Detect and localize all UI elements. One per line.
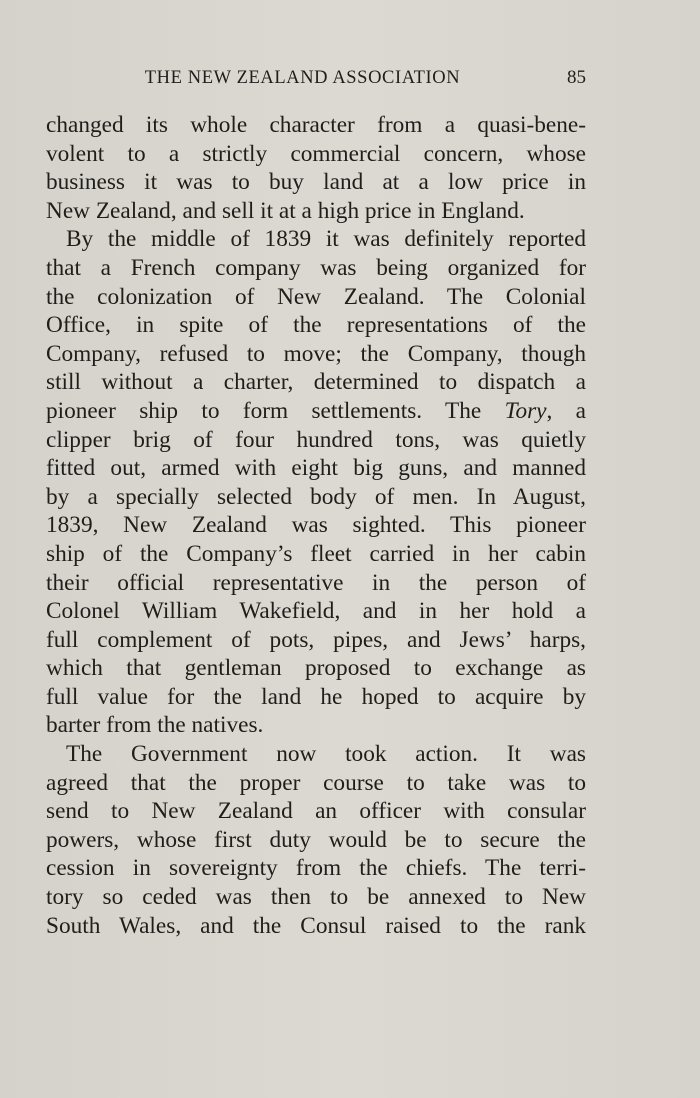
page-number: 85 [567, 67, 586, 88]
text-line-start: pioneer ship to form settlements. The [46, 397, 482, 424]
text-line: business it was to buy land at a low price in [46, 169, 586, 196]
text-line: The Government now took action. It was [66, 741, 586, 768]
running-head [46, 64, 586, 92]
body-text [46, 111, 586, 940]
text-line: the colonization of New Zealand. The Colonial [46, 283, 586, 310]
text-line-end: , a [546, 397, 586, 424]
text-line: their official representative in the person of [46, 569, 586, 596]
running-title: THE NEW ZEALAND ASSOCIATION [144, 68, 461, 88]
ship-name: Tory [504, 397, 547, 424]
text-line: By the middle of 1839 it was definitely reported [66, 226, 586, 253]
text-line: full value for the land he hoped to acquire by [46, 683, 586, 710]
text-line: Colonel William Wakefield, and in her hold a [46, 598, 586, 625]
text-line: send to New Zealand an officer with consular [46, 798, 586, 825]
text-line: that a French company was being organized for [46, 254, 586, 281]
text-line-with-ship-name [46, 397, 586, 426]
text-line: powers, whose first duty would be to secure the [46, 826, 586, 853]
text-line: clipper brig of four hundred tons, was quietly [46, 426, 586, 453]
text-line: volent to a strictly commercial concern, whose [46, 140, 586, 167]
text-line: ship of the Company’s fleet carried in her cabin [46, 540, 586, 567]
text-line: full complement of pots, pipes, and Jews’ harps, [46, 626, 586, 653]
text-line: 1839, New Zealand was sighted. This pioneer [46, 512, 586, 539]
text-line: agreed that the proper course to take was to [46, 769, 586, 796]
text-line: barter from the natives. [46, 712, 264, 739]
text-line: still without a charter, determined to dispatch a [46, 369, 586, 396]
text-line: which that gentleman proposed to exchange as [46, 655, 586, 682]
text-line: by a specially selected body of men. In August, [46, 483, 586, 510]
text-line: Company, refused to move; the Company, though [46, 340, 586, 367]
text-line: New Zealand, and sell it at a high price in England. [46, 197, 525, 224]
text-line: South Wales, and the Consul raised to the rank [46, 912, 586, 939]
text-line: fitted out, armed with eight big guns, and manned [46, 455, 586, 482]
text-line: cession in sovereignty from the chiefs. The terri- [46, 855, 586, 882]
text-line: changed its whole character from a quasi-bene- [46, 112, 586, 138]
text-line: tory so ceded was then to be annexed to New [46, 884, 586, 911]
text-line: Office, in spite of the representations of the [46, 312, 586, 339]
